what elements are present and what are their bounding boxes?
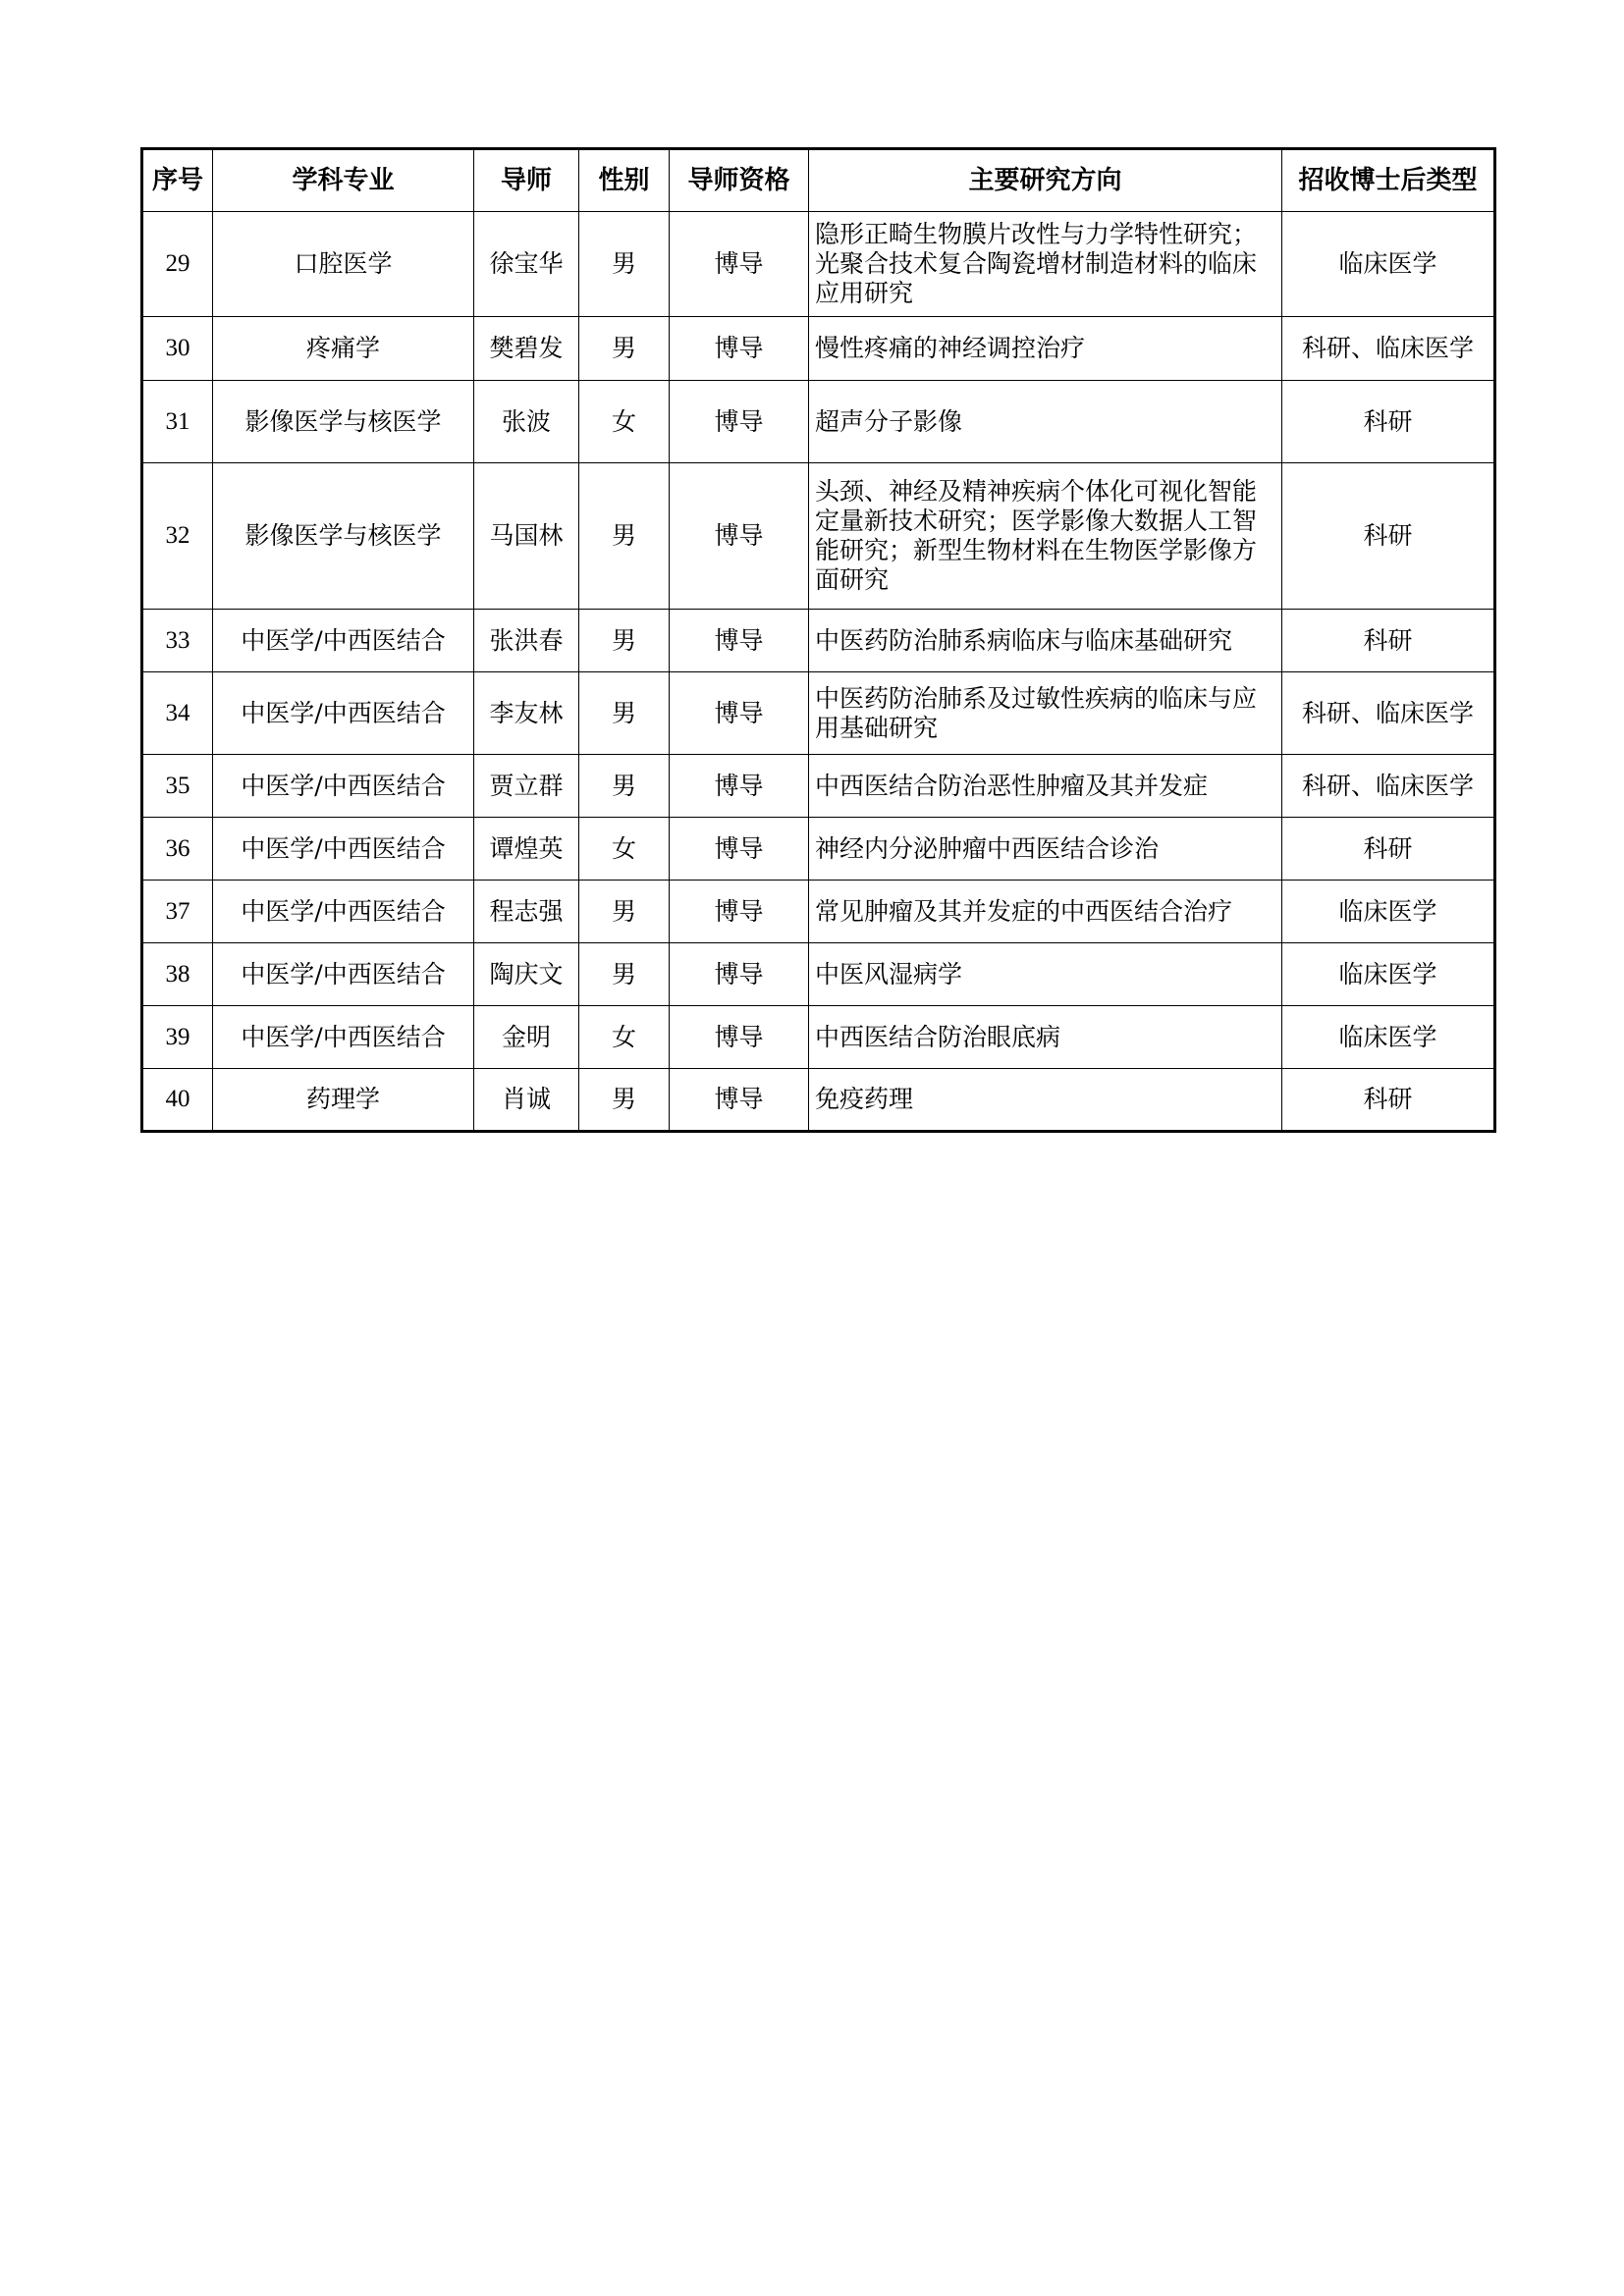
table-row bbox=[142, 1006, 1495, 1069]
cell-mentor: 谭煌英 bbox=[474, 818, 579, 881]
cell-gender: 男 bbox=[579, 943, 670, 1006]
cell-postdoc-type: 临床医学 bbox=[1282, 212, 1495, 317]
cell-qualification: 博导 bbox=[670, 943, 809, 1006]
cell-research-direction: 中西医结合防治恶性肿瘤及其并发症 bbox=[809, 755, 1282, 818]
cell-research-direction: 神经内分泌肿瘤中西医结合诊治 bbox=[809, 818, 1282, 881]
cell-gender: 女 bbox=[579, 818, 670, 881]
header-gender: 性别 bbox=[579, 149, 670, 212]
cell-mentor: 樊碧发 bbox=[474, 317, 579, 381]
cell-mentor: 陶庆文 bbox=[474, 943, 579, 1006]
cell-research-direction: 中医药防治肺系病临床与临床基础研究 bbox=[809, 610, 1282, 672]
cell-qualification: 博导 bbox=[670, 1069, 809, 1132]
cell-qualification: 博导 bbox=[670, 1006, 809, 1069]
table-row bbox=[142, 818, 1495, 881]
cell-serial-no: 36 bbox=[142, 818, 213, 881]
cell-serial-no: 34 bbox=[142, 672, 213, 755]
cell-postdoc-type: 科研 bbox=[1282, 818, 1495, 881]
cell-subject: 药理学 bbox=[213, 1069, 474, 1132]
cell-subject: 中医学/中西医结合 bbox=[213, 818, 474, 881]
mentor-table bbox=[140, 147, 1496, 1133]
cell-postdoc-type: 科研 bbox=[1282, 463, 1495, 610]
cell-mentor: 张洪春 bbox=[474, 610, 579, 672]
cell-serial-no: 30 bbox=[142, 317, 213, 381]
cell-postdoc-type: 科研、临床医学 bbox=[1282, 317, 1495, 381]
cell-qualification: 博导 bbox=[670, 672, 809, 755]
cell-serial-no: 31 bbox=[142, 381, 213, 463]
cell-serial-no: 35 bbox=[142, 755, 213, 818]
cell-research-direction: 隐形正畸生物膜片改性与力学特性研究；光聚合技术复合陶瓷增材制造材料的临床应用研究 bbox=[809, 212, 1282, 317]
cell-mentor: 张波 bbox=[474, 381, 579, 463]
cell-qualification: 博导 bbox=[670, 610, 809, 672]
cell-qualification: 博导 bbox=[670, 381, 809, 463]
cell-serial-no: 37 bbox=[142, 881, 213, 943]
cell-research-direction: 头颈、神经及精神疾病个体化可视化智能定量新技术研究；医学影像大数据人工智能研究；新型生物材料在生物医学影像方面研究 bbox=[809, 463, 1282, 610]
cell-research-direction: 中医风湿病学 bbox=[809, 943, 1282, 1006]
cell-subject: 影像医学与核医学 bbox=[213, 463, 474, 610]
cell-qualification: 博导 bbox=[670, 463, 809, 610]
table-row bbox=[142, 381, 1495, 463]
table-row bbox=[142, 672, 1495, 755]
cell-gender: 男 bbox=[579, 610, 670, 672]
cell-serial-no: 38 bbox=[142, 943, 213, 1006]
header-subject: 学科专业 bbox=[213, 149, 474, 212]
cell-subject: 中医学/中西医结合 bbox=[213, 755, 474, 818]
cell-postdoc-type: 科研、临床医学 bbox=[1282, 672, 1495, 755]
cell-subject: 中医学/中西医结合 bbox=[213, 672, 474, 755]
cell-subject: 口腔医学 bbox=[213, 212, 474, 317]
table-row bbox=[142, 943, 1495, 1006]
header-postdoc-type: 招收博士后类型 bbox=[1282, 149, 1495, 212]
cell-subject: 中医学/中西医结合 bbox=[213, 1006, 474, 1069]
cell-research-direction: 中西医结合防治眼底病 bbox=[809, 1006, 1282, 1069]
cell-qualification: 博导 bbox=[670, 212, 809, 317]
cell-gender: 男 bbox=[579, 1069, 670, 1132]
cell-gender: 男 bbox=[579, 212, 670, 317]
cell-mentor: 贾立群 bbox=[474, 755, 579, 818]
cell-serial-no: 40 bbox=[142, 1069, 213, 1132]
cell-gender: 女 bbox=[579, 381, 670, 463]
cell-research-direction: 慢性疼痛的神经调控治疗 bbox=[809, 317, 1282, 381]
cell-subject: 中医学/中西医结合 bbox=[213, 881, 474, 943]
header-research-direction: 主要研究方向 bbox=[809, 149, 1282, 212]
cell-mentor: 金明 bbox=[474, 1006, 579, 1069]
cell-postdoc-type: 临床医学 bbox=[1282, 1006, 1495, 1069]
cell-qualification: 博导 bbox=[670, 818, 809, 881]
cell-research-direction: 超声分子影像 bbox=[809, 381, 1282, 463]
cell-gender: 男 bbox=[579, 317, 670, 381]
cell-qualification: 博导 bbox=[670, 881, 809, 943]
cell-subject: 中医学/中西医结合 bbox=[213, 610, 474, 672]
cell-postdoc-type: 科研 bbox=[1282, 610, 1495, 672]
cell-serial-no: 39 bbox=[142, 1006, 213, 1069]
cell-gender: 男 bbox=[579, 463, 670, 610]
cell-research-direction: 免疫药理 bbox=[809, 1069, 1282, 1132]
cell-serial-no: 33 bbox=[142, 610, 213, 672]
cell-subject: 中医学/中西医结合 bbox=[213, 943, 474, 1006]
cell-postdoc-type: 科研 bbox=[1282, 1069, 1495, 1132]
cell-gender: 女 bbox=[579, 1006, 670, 1069]
cell-qualification: 博导 bbox=[670, 317, 809, 381]
cell-mentor: 肖诚 bbox=[474, 1069, 579, 1132]
cell-postdoc-type: 科研 bbox=[1282, 381, 1495, 463]
table-header bbox=[142, 149, 1495, 212]
header-qualification: 导师资格 bbox=[670, 149, 809, 212]
cell-mentor: 程志强 bbox=[474, 881, 579, 943]
table-body bbox=[142, 212, 1495, 1132]
cell-postdoc-type: 临床医学 bbox=[1282, 943, 1495, 1006]
cell-mentor: 徐宝华 bbox=[474, 212, 579, 317]
cell-gender: 男 bbox=[579, 881, 670, 943]
table-row bbox=[142, 881, 1495, 943]
header-row bbox=[142, 149, 1495, 212]
table-row bbox=[142, 463, 1495, 610]
cell-gender: 男 bbox=[579, 755, 670, 818]
table-row bbox=[142, 1069, 1495, 1132]
cell-subject: 影像医学与核医学 bbox=[213, 381, 474, 463]
cell-subject: 疼痛学 bbox=[213, 317, 474, 381]
cell-postdoc-type: 科研、临床医学 bbox=[1282, 755, 1495, 818]
header-mentor: 导师 bbox=[474, 149, 579, 212]
cell-serial-no: 32 bbox=[142, 463, 213, 610]
table-row bbox=[142, 755, 1495, 818]
cell-mentor: 李友林 bbox=[474, 672, 579, 755]
table-row bbox=[142, 610, 1495, 672]
cell-qualification: 博导 bbox=[670, 755, 809, 818]
cell-gender: 男 bbox=[579, 672, 670, 755]
cell-research-direction: 常见肿瘤及其并发症的中西医结合治疗 bbox=[809, 881, 1282, 943]
table-row bbox=[142, 212, 1495, 317]
header-serial-no: 序号 bbox=[142, 149, 213, 212]
cell-serial-no: 29 bbox=[142, 212, 213, 317]
table-row bbox=[142, 317, 1495, 381]
cell-mentor: 马国林 bbox=[474, 463, 579, 610]
cell-research-direction: 中医药防治肺系及过敏性疾病的临床与应用基础研究 bbox=[809, 672, 1282, 755]
cell-postdoc-type: 临床医学 bbox=[1282, 881, 1495, 943]
